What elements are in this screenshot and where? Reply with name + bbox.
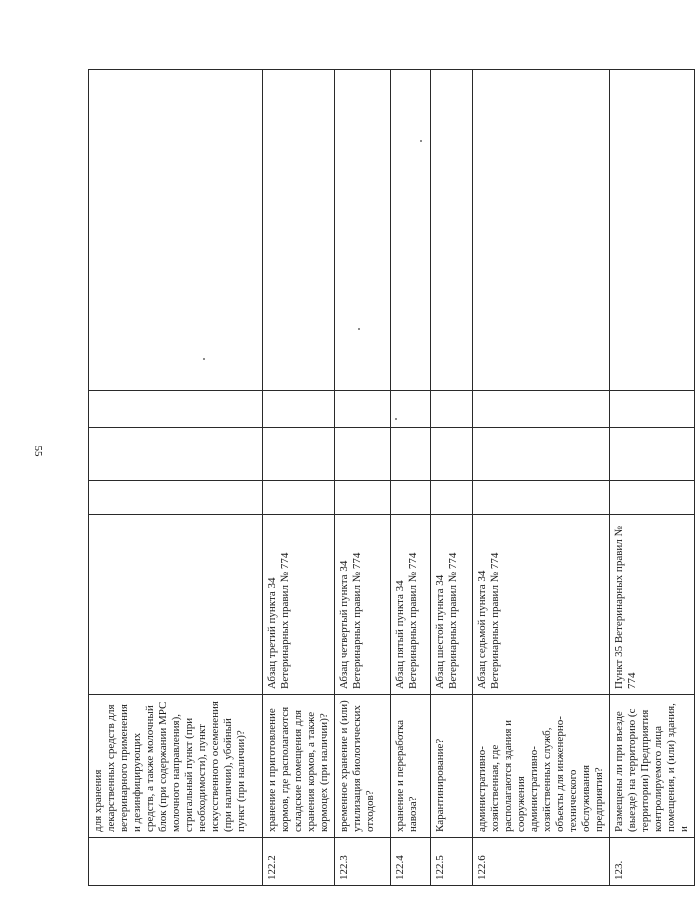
- table-row: [473, 70, 610, 886]
- table-row: [391, 70, 431, 886]
- answer-yes-cell: [89, 481, 263, 515]
- notes-cell: [610, 70, 695, 391]
- answer-na-cell: [89, 391, 263, 428]
- answer-no-cell: [391, 428, 431, 481]
- table-row: [263, 70, 335, 886]
- table-row: [431, 70, 473, 886]
- row-number: 122.4: [391, 838, 431, 886]
- answer-na-cell: [335, 391, 391, 428]
- table-row: [89, 70, 263, 886]
- requirement-cell: Абзац третий пункта 34 Ветеринарных правил № 774: [263, 515, 335, 695]
- page-number: 55: [32, 445, 44, 457]
- question-cell: хранение и переработка навоза?: [391, 695, 431, 838]
- answer-na-cell: [610, 391, 695, 428]
- row-number: [89, 838, 263, 886]
- checklist-table: [88, 69, 695, 886]
- row-number: 123.: [610, 838, 695, 886]
- answer-yes-cell: [610, 481, 695, 515]
- requirement-cell: Абзац шестой пункта 34 Ветеринарных правил № 774: [431, 515, 473, 695]
- answer-no-cell: [335, 428, 391, 481]
- answer-no-cell: [89, 428, 263, 481]
- notes-cell: [263, 70, 335, 391]
- notes-cell: [89, 70, 263, 391]
- row-number: 122.5: [431, 838, 473, 886]
- notes-cell: [473, 70, 610, 391]
- answer-yes-cell: [431, 481, 473, 515]
- question-cell: Карантинирование?: [431, 695, 473, 838]
- rotated-table-wrapper: [88, 70, 690, 886]
- answer-yes-cell: [335, 481, 391, 515]
- answer-na-cell: [473, 391, 610, 428]
- answer-yes-cell: [473, 481, 610, 515]
- row-number: 122.3: [335, 838, 391, 886]
- row-number: 122.2: [263, 838, 335, 886]
- question-cell: Размещены ли при въезде (выезде) на территорию (с территории) Предприятия контролируемого лица помещения, и (или) здания, и: [610, 695, 695, 838]
- notes-cell: [335, 70, 391, 391]
- answer-no-cell: [263, 428, 335, 481]
- question-cell: административно-хозяйственная, где располагаются здания и сооружения административно-хозяйственных служб, объекты для инженерно-технического обслуживания предприятия?: [473, 695, 610, 838]
- question-cell: хранение и приготовление кормов, где располагаются складские помещения для хранения кормов, а также кормоцех (при наличии)?: [263, 695, 335, 838]
- answer-no-cell: [473, 428, 610, 481]
- answer-yes-cell: [263, 481, 335, 515]
- notes-cell: [391, 70, 431, 391]
- answer-na-cell: [431, 391, 473, 428]
- question-cell: временное хранение и (или) утилизация биологических отходов?: [335, 695, 391, 838]
- answer-na-cell: [391, 391, 431, 428]
- row-number: 122.6: [473, 838, 610, 886]
- requirement-cell: Абзац четвертый пункта 34 Ветеринарных правил № 774: [335, 515, 391, 695]
- answer-no-cell: [610, 428, 695, 481]
- notes-cell: [431, 70, 473, 391]
- answer-na-cell: [263, 391, 335, 428]
- table-row: [335, 70, 391, 886]
- requirement-cell: Пункт 35 Ветеринарных правил № 774: [610, 515, 695, 695]
- question-cell: для хранения лекарственных средств для ветеринарного применения и дезинфицирующих средств, а также молочный блок (при содержании МРС молочного направления), стригальный пункт (при необходимости), пункт искусственного осеменения (при наличии), убойный пункт (при наличии)?: [89, 695, 263, 838]
- table-row: [610, 70, 695, 886]
- requirement-cell: Абзац пятый пункта 34 Ветеринарных правил № 774: [391, 515, 431, 695]
- answer-no-cell: [431, 428, 473, 481]
- requirement-cell: Абзац седьмой пункта 34 Ветеринарных правил № 774: [473, 515, 610, 695]
- requirement-cell: [89, 515, 263, 695]
- answer-yes-cell: [391, 481, 431, 515]
